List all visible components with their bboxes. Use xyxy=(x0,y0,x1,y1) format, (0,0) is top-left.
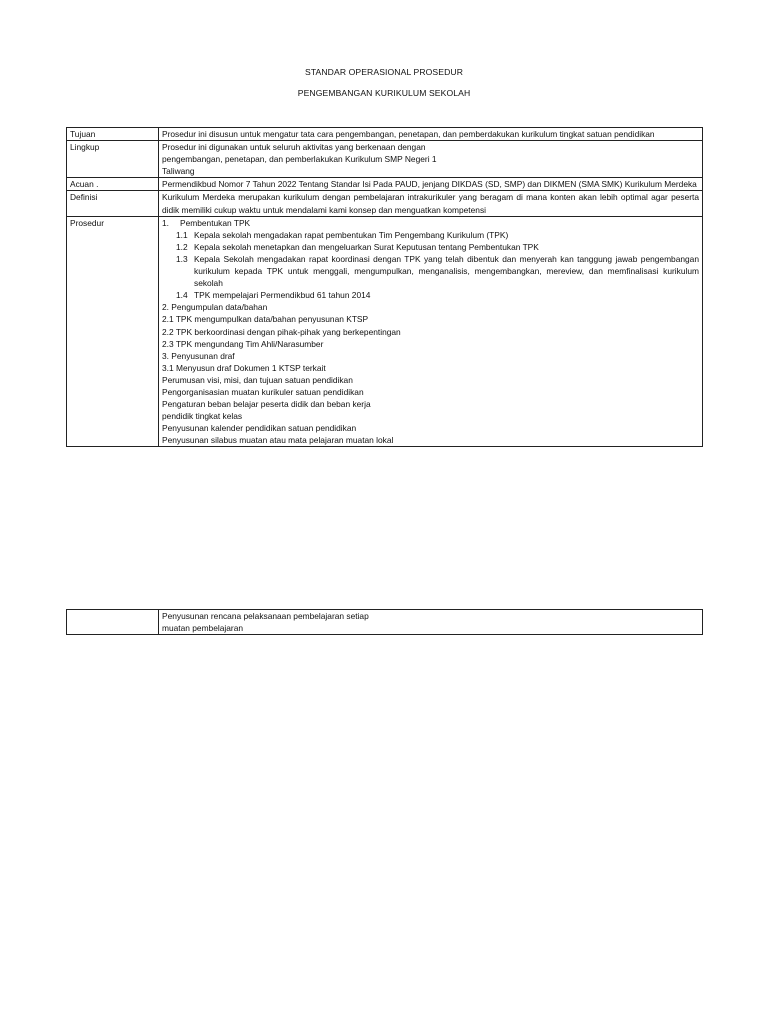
step-title: Pembentukan TPK xyxy=(180,217,251,228)
continuation-table xyxy=(66,609,703,635)
continuation-line: Penyusunan rencana pelaksanaan pembelajaran setiap xyxy=(162,611,369,621)
row-text-prosedur xyxy=(159,216,703,447)
procedure-line: Penyusunan kalender pendidikan satuan pendidikan xyxy=(162,423,357,434)
continuation-line: muatan pembelajaran xyxy=(162,623,244,634)
lingkup-line: pengembangan, penetapan, dan pemberlakukan Kurikulum SMP Negeri 1 xyxy=(162,154,437,165)
substep-number: 1.3 xyxy=(176,253,188,264)
table-row-acuan xyxy=(67,178,703,191)
procedure-line: 2.2 TPK berkoordinasi dengan pihak-pihak yang berkepentingan xyxy=(162,326,401,337)
table-row-prosedur xyxy=(67,216,703,447)
document-title: STANDAR OPERASIONAL PROSEDUR xyxy=(305,67,463,77)
document-subtitle: PENGEMBANGAN KURIKULUM SEKOLAH xyxy=(297,88,471,98)
lingkup-line: Taliwang xyxy=(162,166,195,177)
substep-text: Kepala sekolah menetapkan dan mengeluarkan Surat Keputusan tentang Pembentukan TPK xyxy=(194,241,539,252)
substep-number: 1.2 xyxy=(176,241,188,252)
row-label-prosedur: Prosedur xyxy=(67,216,159,447)
row-label-empty xyxy=(67,610,159,635)
row-text-acuan: Permendikbud Nomor 7 Tahun 2022 Tentang Standar Isi Pada PAUD, jenjang DIKDAS (SD, SMP) dan DIKMEN (SMA SMK) Kurikulum Merdeka xyxy=(159,178,703,191)
procedure-line: pendidik tingkat kelas xyxy=(162,411,243,422)
row-text-continuation xyxy=(159,610,703,635)
sop-table xyxy=(66,127,703,447)
procedure-line: Pengaturan beban belajar peserta didik dan beban kerja xyxy=(162,399,371,410)
procedure-line: 2.1 TPK mengumpulkan data/bahan penyusunan KTSP xyxy=(162,314,369,325)
substep-text: TPK mempelajari Permendikbud 61 tahun 2014 xyxy=(194,290,371,301)
substep-number: 1.4 xyxy=(176,290,188,301)
step-heading xyxy=(162,217,699,229)
row-text-lingkup xyxy=(159,141,703,178)
substep-number: 1.1 xyxy=(176,229,188,240)
substep-item xyxy=(162,289,699,301)
row-label-acuan: Acuan . xyxy=(67,178,159,191)
substep-item xyxy=(162,229,699,241)
procedure-line: 3.1 Menyusun draf Dokumen 1 KTSP terkait xyxy=(162,362,326,373)
substep-text: Kepala Sekolah mengadakan rapat koordinasi dengan TPK yang telah dibentuk dan menyerah kan tanggung jawab pengembangan kurikulum kepada TPK untuk menggali, mengumpulkan, menganalisis, mengembangkan, mereview, dan memfinalisasi kurikulum sekolah xyxy=(194,253,699,289)
row-text-tujuan: Prosedur ini disusun untuk mengatur tata cara pengembangan, penetapan, dan pemberdakukan kurikulum tingkat satuan pendidikan xyxy=(159,128,703,141)
substep-item xyxy=(162,253,699,289)
step-number: 1. xyxy=(162,217,169,228)
procedure-line: 3. Penyusunan draf xyxy=(162,350,235,361)
table-row-tujuan xyxy=(67,128,703,141)
procedure-line: 2. Pengumpulan data/bahan xyxy=(162,302,268,313)
procedure-line: Penyusunan silabus muatan atau mata pelajaran muatan lokal xyxy=(162,435,394,446)
row-label-lingkup: Lingkup xyxy=(67,141,159,178)
row-label-definisi: Definisi xyxy=(67,191,159,216)
lingkup-line: Prosedur ini digunakan untuk seluruh aktivitas yang berkenaan dengan xyxy=(162,142,426,153)
row-text-definisi: Kurikulum Merdeka merupakan kurikulum dengan pembelajaran intrakurikuler yang beragam di mana konten akan lebih optimal agar peserta didik memiliki cukup waktu untuk mendalami kami konsep dan menguatkan kompetensi xyxy=(159,191,703,216)
table-row-continuation xyxy=(67,610,703,635)
table-row-definisi xyxy=(67,191,703,216)
row-label-tujuan: Tujuan xyxy=(67,128,159,141)
procedure-line: Pengorganisasian muatan kurikuler satuan pendidikan xyxy=(162,386,364,397)
substep-item xyxy=(162,241,699,253)
substep-text: Kepala sekolah mengadakan rapat pembentukan Tim Pengembang Kurikulum (TPK) xyxy=(194,229,509,240)
table-row-lingkup xyxy=(67,141,703,178)
procedure-line: Perumusan visi, misi, dan tujuan satuan pendidikan xyxy=(162,374,353,385)
procedure-line: 2.3 TPK mengundang Tim Ahli/Narasumber xyxy=(162,338,324,349)
